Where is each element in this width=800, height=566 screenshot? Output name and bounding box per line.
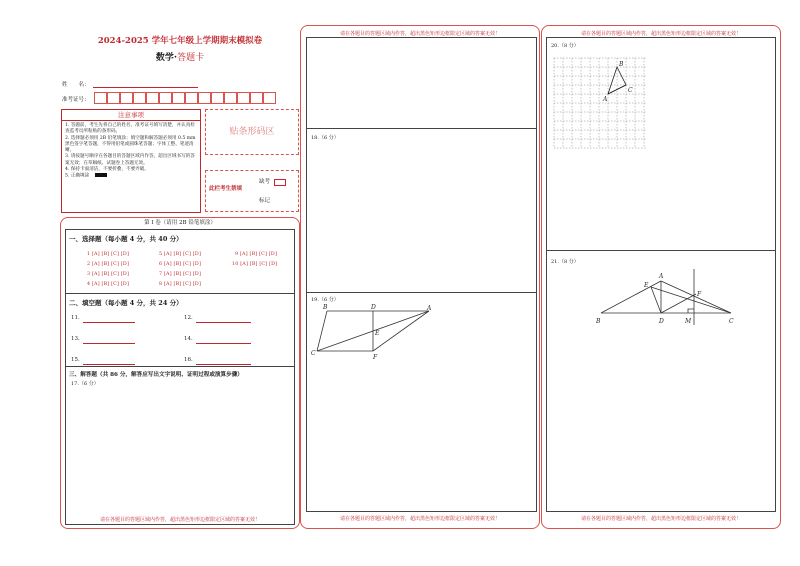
q21-figure <box>591 267 741 342</box>
mc-item[interactable]: 9 [A] [B] [C] [D] <box>235 252 278 257</box>
blank-answer-line[interactable] <box>196 343 251 344</box>
q20-label: 20.（8 分） <box>551 43 579 49</box>
id-cell[interactable] <box>224 92 237 104</box>
subtitle-main: 数学· <box>155 53 178 63</box>
mc-item[interactable]: 8 [A] [B] [C] [D] <box>159 282 202 287</box>
id-cell[interactable] <box>146 92 159 104</box>
id-cell[interactable] <box>185 92 198 104</box>
blank-label: 16. <box>184 357 193 363</box>
id-cell[interactable] <box>94 92 107 104</box>
q17-label: 17.（6 分） <box>71 381 99 387</box>
notice-item: 2. 选择题必须用 2B 铅笔填涂；填空题和解答题必须用 0.5 mm 黑色签字笔答题，不得用铅笔或圆珠笔答题；字体工整、笔迹清晰。 <box>65 135 196 154</box>
mc-item[interactable]: 2 [A] [B] [C] [D] <box>87 262 130 267</box>
fig20-label-B: B <box>619 61 624 68</box>
q18-label: 18.（6 分） <box>311 135 339 141</box>
notice-box <box>61 109 201 213</box>
q19-answer-area[interactable] <box>306 292 537 512</box>
fig19-label-E: E <box>375 330 380 337</box>
filled-bubble-example <box>95 173 107 177</box>
part1-box <box>60 217 300 529</box>
blank-answer-line[interactable] <box>196 364 251 365</box>
section1-title: 一、选择题（每小题 4 分，共 40 分） <box>69 235 183 243</box>
mc-item[interactable]: 1 [A] [B] [C] [D] <box>87 252 130 257</box>
q20-answer-area[interactable] <box>546 37 776 251</box>
absent-checkbox[interactable] <box>274 179 286 186</box>
q20-figure <box>551 54 651 154</box>
fig19-label-A: A <box>427 305 432 312</box>
absent-label-bottom: 标记 <box>259 198 271 204</box>
blank-answer-line[interactable] <box>83 322 135 323</box>
fig20-label-A: A <box>603 96 608 103</box>
fig19-label-D: D <box>371 304 376 311</box>
id-cell[interactable] <box>198 92 211 104</box>
exam-id-label: 准考证号： <box>62 97 90 103</box>
blank-answer-line[interactable] <box>83 343 135 344</box>
id-cell[interactable] <box>107 92 120 104</box>
blank-label: 13. <box>71 336 80 342</box>
fig19-label-B: B <box>323 304 328 311</box>
section3-title: 三、解答题（共 86 分，解答应写出文字说明、证明过程或演算步骤） <box>69 372 243 378</box>
warning-col2-bottom: 请在各题目的答题区域内作答，超出黑色矩形边框限定区域的答案无效！ <box>339 516 500 522</box>
id-cell[interactable] <box>120 92 133 104</box>
q21-answer-area[interactable] <box>546 250 776 512</box>
absent-label-top: 缺考 <box>259 179 271 185</box>
notice-title: 注意事项 <box>62 110 200 121</box>
warning-col3-top: 请在各题目的答题区域内作答，超出黑色矩形边框限定区域的答案无效！ <box>580 31 741 37</box>
warning-col3-bottom: 请在各题目的答题区域内作答，超出黑色矩形边框限定区域的答案无效！ <box>580 516 741 522</box>
blank-answer-line[interactable] <box>196 322 251 323</box>
warning-col1: 请在各题目的答题区域内作答，超出黑色矩形边框限定区域的答案无效！ <box>99 517 260 523</box>
notice-item: 3. 请按题号顺序在各题目的答题区域内作答，超出区域书写的答案无效；在草稿纸、试题卷上答题无效。 <box>65 154 195 166</box>
blank-label: 15. <box>71 357 80 363</box>
q19-label: 19.（6 分） <box>311 297 339 303</box>
warning-col2-top: 请在各题目的答题区域内作答，超出黑色矩形边框限定区域的答案无效！ <box>339 31 500 37</box>
id-cell[interactable] <box>250 92 263 104</box>
fig21-label-E: E <box>644 282 649 289</box>
subtitle-accent: 答题卡 <box>177 53 205 63</box>
fig21-label-B: B <box>596 318 601 325</box>
fig19-label-F: F <box>373 354 378 361</box>
mc-item[interactable]: 5 [A] [B] [C] [D] <box>159 252 202 257</box>
fig19-label-C: C <box>311 350 316 357</box>
name-field[interactable] <box>93 87 198 88</box>
notice-item: 5. 正确填涂 <box>65 173 90 179</box>
mc-item[interactable]: 3 [A] [B] [C] [D] <box>87 272 130 277</box>
sheet-subtitle <box>70 50 290 63</box>
mc-item[interactable]: 4 [A] [B] [C] [D] <box>87 282 130 287</box>
id-cell[interactable] <box>159 92 172 104</box>
q17-answer-area[interactable] <box>66 388 294 522</box>
part1-header: 第 I 卷（请用 2B 铅笔填涂） <box>144 220 216 226</box>
blank-label: 12. <box>184 315 193 321</box>
fig21-label-F: F <box>697 291 702 298</box>
q18-answer-area[interactable] <box>306 37 537 294</box>
notice-item: 1. 答题前，考生先将自己的姓名，准考证号填写清楚，并认真检查监考员所粘贴的条形码。 <box>65 123 195 135</box>
exam-title: 2024-2025 学年七年级上学期期末模拟卷 <box>97 36 263 46</box>
name-label: 姓 名： <box>62 82 90 88</box>
q21-label: 21.（8 分） <box>551 259 579 265</box>
blank-answer-line[interactable] <box>83 364 135 365</box>
fig21-label-M: M <box>685 318 692 325</box>
mc-item[interactable]: 7 [A] [B] [C] [D] <box>159 272 202 277</box>
fig21-label-C: C <box>729 318 734 325</box>
barcode-area <box>205 109 299 155</box>
absent-box <box>205 170 299 212</box>
q19-figure <box>311 303 451 363</box>
id-cell[interactable] <box>211 92 224 104</box>
fig20-label-C: C <box>628 87 633 94</box>
fig21-label-A: A <box>659 273 664 280</box>
id-cell[interactable] <box>263 92 276 104</box>
id-cell[interactable] <box>172 92 185 104</box>
id-cell[interactable] <box>133 92 146 104</box>
id-cell[interactable] <box>237 92 250 104</box>
barcode-label: 贴条形码区 <box>229 127 275 137</box>
mc-item[interactable]: 10 [A] [B] [C] [D] <box>232 262 278 267</box>
mc-item[interactable]: 6 [A] [B] [C] [D] <box>159 262 202 267</box>
fig21-label-D: D <box>659 318 664 325</box>
section2-title: 二、填空题（每小题 4 分，共 24 分） <box>69 299 183 307</box>
notice-item: 4. 保持卡面清洁，不要折叠、不要弄破。 <box>65 167 149 173</box>
blank-label: 14. <box>184 336 193 342</box>
blank-label: 11. <box>71 315 80 321</box>
prohibit-text: 此栏考生禁填 <box>209 186 243 192</box>
